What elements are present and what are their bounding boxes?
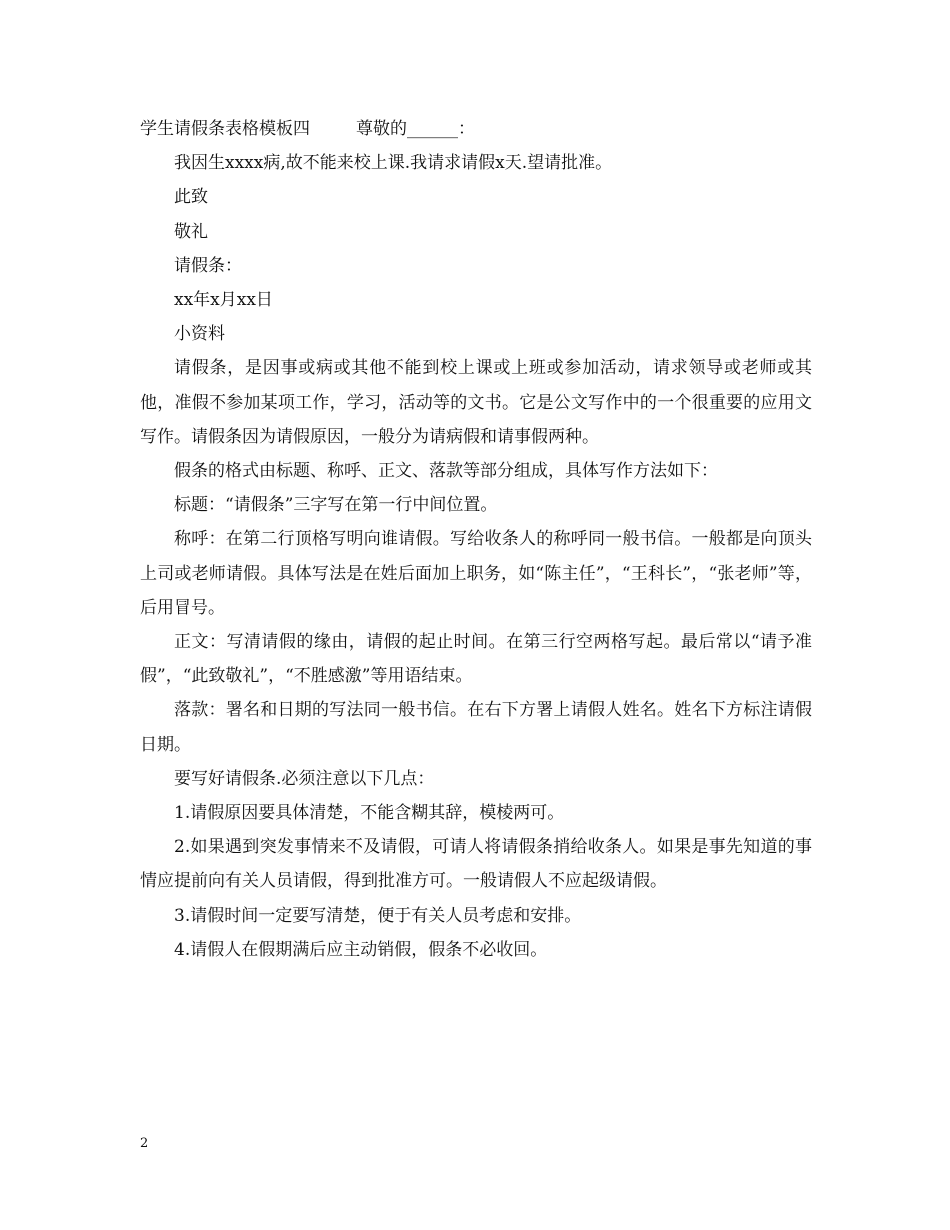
paragraph-format: 假条的格式由标题、称呼、正文、落款等部分组成，具体写作方法如下： (174, 461, 718, 482)
paragraph-body-rule: 正文：写清请假的缘由，请假的起止时间。在第三行空两格写起。最后常以“请予准假”，“此致敬礼”，“不胜感激”等用语结束。 (140, 632, 812, 687)
paragraph-notes-intro: 要写好请假条.必须注意以下几点： (174, 768, 435, 789)
page-number: 2 (140, 1136, 149, 1151)
paragraph-signoff-rule: 落款：署名和日期的写法同一般书信。在右下方署上请假人姓名。姓名下方标注请假日期。 (140, 700, 812, 755)
paragraph-salutation-rule: 称呼：在第二行顶格写明向谁请假。写给收条人的称呼同一般书信。一般都是向顶头上司或老师请假。具体写法是在姓后面加上职务，如“陈主任”，“王科长”，“张老师”等，后用冒号。 (140, 529, 812, 618)
heading-title: 学生请假条表格模板四 (140, 119, 310, 139)
list-item: 4.请假人在假期满后应主动销假，假条不必收回。 (174, 939, 548, 960)
body-line-reason: 我因生xxxx病,故不能来校上课.我请求请假x天.望请批准。 (174, 153, 613, 174)
body-line-closing-1: 此致 (174, 187, 208, 208)
paragraph-title-rule: 标题：“请假条”三字写在第一行中间位置。 (174, 495, 498, 516)
heading-salutation: 尊敬的______： (356, 119, 475, 139)
body-line-signature: 请假条： (174, 255, 242, 276)
list-item: 3.请假时间一定要写清楚，便于有关人员考虑和安排。 (174, 905, 582, 926)
document-body (140, 112, 812, 967)
list-item: 2.如果遇到突发事情来不及请假，可请人将请假条捎给收条人。如果是事先知道的事情应提前向有关人员请假，得到批准方可。一般请假人不应起级请假。 (140, 837, 812, 892)
paragraph-definition: 请假条，是因事或病或其他不能到校上课或上班或参加活动，请求领导或老师或其他，准假不参加某项工作，学习，活动等的文书。它是公文写作中的一个很重要的应用文写作。请假条因为请假原因，一般分为请病假和请事假两种。 (140, 358, 812, 447)
heading-line (140, 112, 812, 146)
section-heading: 小资料 (174, 324, 225, 345)
body-line-date: xx年x月xx日 (174, 290, 273, 311)
list-item: 1.请假原因要具体清楚，不能含糊其辞，模棱两可。 (174, 803, 565, 824)
body-line-closing-2: 敬礼 (174, 221, 208, 242)
